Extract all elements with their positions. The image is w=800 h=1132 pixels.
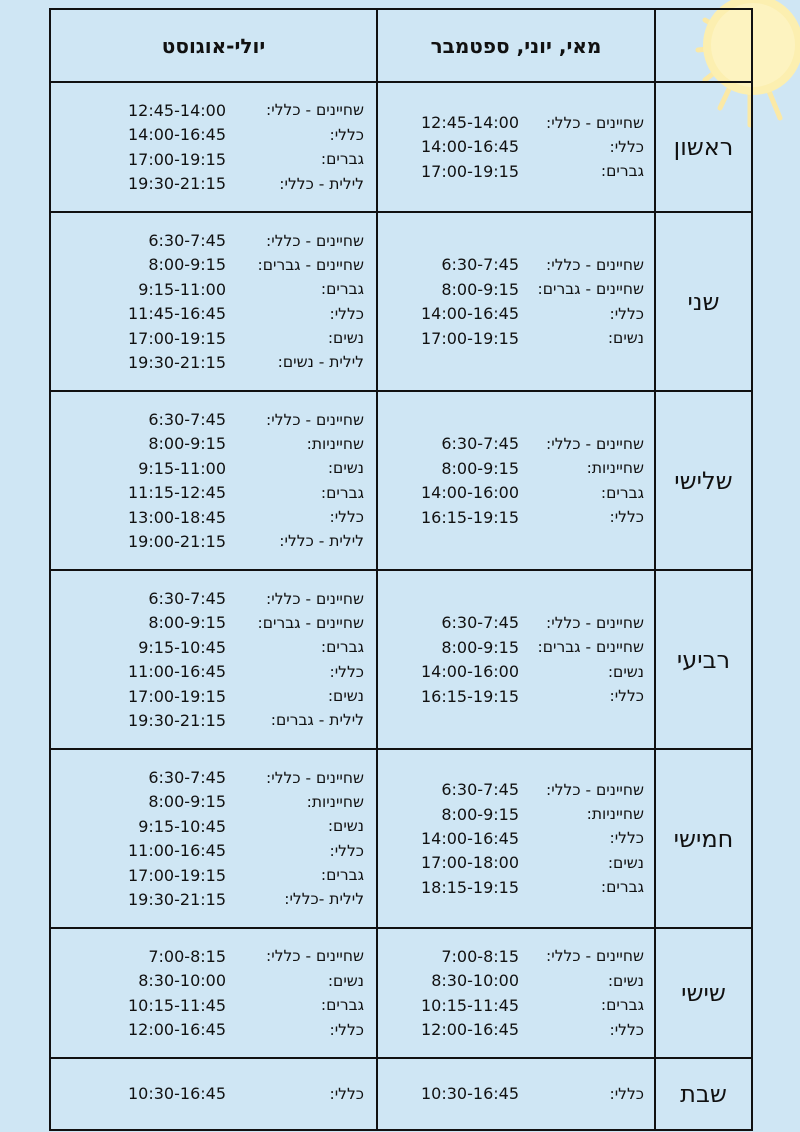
slot-time: 11:00-16:45	[128, 841, 226, 861]
time-slot	[51, 171, 376, 195]
slot-time: 9:15-10:45	[138, 816, 226, 836]
time-slot	[51, 326, 376, 350]
time-slot	[51, 228, 376, 252]
slot-time: 11:15-12:45	[128, 483, 226, 503]
slot-label: נשים:	[607, 853, 644, 872]
slot-label: נשים:	[607, 662, 644, 681]
slot-time: 17:00-19:15	[128, 865, 226, 885]
pool-schedule-table	[49, 8, 753, 1131]
time-slot	[51, 765, 376, 789]
may-jun-sep-slots-cell	[377, 570, 655, 749]
time-slot	[378, 432, 654, 456]
slot-label: כללי:	[609, 304, 644, 323]
slot-time: 6:30-7:45	[148, 589, 226, 609]
time-slot	[378, 505, 654, 529]
day-name: רביעי	[655, 570, 752, 749]
slot-time: 6:30-7:45	[148, 231, 226, 251]
time-slot	[51, 684, 376, 708]
slot-time: 8:30-10:00	[138, 971, 226, 991]
time-slot	[378, 944, 654, 968]
time-slot	[51, 456, 376, 480]
slot-label: גברים:	[320, 866, 364, 885]
period-jul-aug-header: יולי-אוגוסט	[50, 9, 377, 82]
slot-label: שחיינים - כללי:	[546, 255, 644, 274]
slot-label: כללי:	[329, 1084, 364, 1103]
slot-label: שחייניות:	[306, 792, 364, 811]
slot-label: גברים:	[600, 162, 644, 181]
slot-label: גברים:	[320, 996, 364, 1015]
slot-list	[51, 1082, 376, 1106]
time-slot	[51, 277, 376, 301]
time-slot	[378, 993, 654, 1017]
slot-label: שחיינים - כללי:	[266, 231, 364, 250]
slot-time: 19:00-21:15	[128, 531, 226, 551]
slot-label: נשים:	[607, 329, 644, 348]
slot-time: 6:30-7:45	[441, 434, 519, 454]
slot-label: כללי:	[609, 508, 644, 527]
slot-time: 12:00-16:45	[421, 1020, 519, 1040]
slot-list	[378, 253, 654, 351]
slot-time: 7:00-8:15	[441, 946, 519, 966]
slot-label: לילית - נשים:	[277, 353, 364, 372]
slot-list	[51, 407, 376, 553]
slot-label: שחיינים - גברים:	[257, 613, 364, 632]
jul-aug-slots-cell	[50, 82, 377, 212]
may-jun-sep-slots-cell	[377, 212, 655, 391]
slot-time: 8:00-9:15	[441, 458, 519, 478]
time-slot	[51, 611, 376, 635]
slot-time: 10:30-16:45	[128, 1084, 226, 1104]
time-slot	[378, 1017, 654, 1041]
slot-label: גברים:	[600, 996, 644, 1015]
day-row	[50, 82, 752, 212]
slot-label: שחיינים - כללי:	[266, 101, 364, 120]
slot-time: 9:15-11:00	[138, 279, 226, 299]
time-slot	[378, 135, 654, 159]
time-slot	[378, 481, 654, 505]
slot-list	[51, 944, 376, 1042]
time-slot	[51, 505, 376, 529]
time-slot	[378, 1082, 654, 1106]
slot-time: 14:00-16:00	[421, 662, 519, 682]
header-row	[50, 9, 752, 82]
day-name: ראשון	[655, 82, 752, 212]
slot-time: 8:00-9:15	[148, 434, 226, 454]
slot-label: נשים:	[327, 459, 364, 478]
time-slot	[51, 708, 376, 732]
slot-time: 12:45-14:00	[421, 113, 519, 133]
day-name: שני	[655, 212, 752, 391]
time-slot	[51, 944, 376, 968]
time-slot	[378, 456, 654, 480]
day-row	[50, 928, 752, 1058]
day-row	[50, 391, 752, 570]
slot-label: כללי:	[329, 662, 364, 681]
time-slot	[378, 802, 654, 826]
slot-time: 16:15-19:15	[421, 686, 519, 706]
time-slot	[378, 302, 654, 326]
slot-time: 8:00-9:15	[441, 804, 519, 824]
slot-label: שחיינים - כללי:	[546, 434, 644, 453]
slot-time: 16:15-19:15	[421, 507, 519, 527]
slot-label: שחיינים - כללי:	[546, 613, 644, 632]
slot-list	[378, 432, 654, 530]
jul-aug-slots-cell	[50, 928, 377, 1058]
slot-time: 19:30-21:15	[128, 174, 226, 194]
slot-label: גברים:	[600, 878, 644, 897]
slot-time: 6:30-7:45	[148, 768, 226, 788]
slot-label: שחיינים - גברים:	[257, 255, 364, 274]
slot-time: 17:00-19:15	[128, 149, 226, 169]
time-slot	[51, 147, 376, 171]
time-slot	[51, 1017, 376, 1041]
slot-list	[51, 98, 376, 196]
slot-list	[378, 611, 654, 709]
time-slot	[378, 159, 654, 183]
slot-time: 6:30-7:45	[441, 613, 519, 633]
slot-label: כללי:	[329, 841, 364, 860]
time-slot	[378, 660, 654, 684]
time-slot	[378, 635, 654, 659]
jul-aug-slots-cell	[50, 749, 377, 928]
time-slot	[378, 684, 654, 708]
slot-label: לילית -כללי:	[284, 890, 364, 909]
slot-time: 18:15-19:15	[421, 877, 519, 897]
time-slot	[51, 635, 376, 659]
time-slot	[51, 407, 376, 431]
slot-time: 10:15-11:45	[128, 995, 226, 1015]
time-slot	[378, 277, 654, 301]
slot-label: שחיינים - כללי:	[266, 768, 364, 787]
time-slot	[378, 851, 654, 875]
time-slot	[51, 98, 376, 122]
time-slot	[51, 586, 376, 610]
may-jun-sep-slots-cell	[377, 928, 655, 1058]
time-slot	[51, 123, 376, 147]
slot-label: כללי:	[329, 125, 364, 144]
slot-time: 17:00-19:15	[128, 328, 226, 348]
time-slot	[51, 887, 376, 911]
time-slot	[378, 326, 654, 350]
slot-time: 9:15-10:45	[138, 637, 226, 657]
may-jun-sep-slots-cell	[377, 82, 655, 212]
slot-label: שחיינים - גברים:	[537, 638, 644, 657]
slot-label: נשים:	[327, 687, 364, 706]
day-row	[50, 749, 752, 928]
day-name: שלישי	[655, 391, 752, 570]
slot-label: שחיינים - כללי:	[266, 947, 364, 966]
slot-label: לילית - כללי:	[279, 532, 364, 551]
slot-label: גברים:	[320, 638, 364, 657]
slot-time: 8:00-9:15	[441, 637, 519, 657]
slot-time: 17:00-19:15	[128, 686, 226, 706]
slot-time: 7:00-8:15	[148, 946, 226, 966]
slot-time: 8:00-9:15	[441, 279, 519, 299]
may-jun-sep-slots-cell	[377, 749, 655, 928]
slot-time: 8:00-9:15	[148, 255, 226, 275]
slot-list	[378, 110, 654, 183]
slot-time: 9:15-11:00	[138, 458, 226, 478]
slot-time: 19:30-21:15	[128, 889, 226, 909]
time-slot	[51, 660, 376, 684]
slot-time: 6:30-7:45	[441, 780, 519, 800]
jul-aug-slots-cell	[50, 570, 377, 749]
time-slot	[51, 993, 376, 1017]
slot-label: כללי:	[329, 508, 364, 527]
slot-list	[51, 765, 376, 911]
slot-time: 6:30-7:45	[148, 410, 226, 430]
time-slot	[51, 814, 376, 838]
jul-aug-slots-cell	[50, 1058, 377, 1130]
slot-time: 14:00-16:45	[128, 125, 226, 145]
time-slot	[378, 253, 654, 277]
slot-time: 8:30-10:00	[431, 971, 519, 991]
time-slot	[51, 529, 376, 553]
period-may-jun-sep-header: מאי, יוני, ספטמבר	[377, 9, 655, 82]
slot-list	[378, 1082, 654, 1106]
day-row	[50, 1058, 752, 1130]
day-header-cell	[655, 9, 752, 82]
slot-label: נשים:	[327, 817, 364, 836]
slot-label: כללי:	[609, 687, 644, 706]
slot-time: 17:00-18:00	[421, 853, 519, 873]
slot-time: 8:00-9:15	[148, 792, 226, 812]
slot-label: כללי:	[609, 1084, 644, 1103]
slot-label: נשים:	[327, 329, 364, 348]
day-row	[50, 212, 752, 391]
slot-label: שחייניות:	[306, 434, 364, 453]
slot-label: שחיינים - כללי:	[266, 589, 364, 608]
slot-time: 17:00-19:15	[421, 161, 519, 181]
time-slot	[51, 790, 376, 814]
time-slot	[378, 611, 654, 635]
slot-label: גברים:	[320, 280, 364, 299]
jul-aug-slots-cell	[50, 391, 377, 570]
slot-list	[378, 944, 654, 1042]
slot-time: 13:00-18:45	[128, 507, 226, 527]
slot-label: כללי:	[329, 1020, 364, 1039]
slot-label: כללי:	[609, 829, 644, 848]
time-slot	[378, 778, 654, 802]
slot-time: 17:00-19:15	[421, 328, 519, 348]
slot-label: לילית - כללי:	[279, 174, 364, 193]
slot-label: שחיינים - כללי:	[546, 780, 644, 799]
slot-time: 14:00-16:45	[421, 304, 519, 324]
slot-label: גברים:	[600, 483, 644, 502]
slot-time: 14:00-16:45	[421, 137, 519, 157]
slot-time: 14:00-16:45	[421, 828, 519, 848]
time-slot	[378, 110, 654, 134]
slot-label: שחיינים - כללי:	[266, 410, 364, 429]
slot-list	[378, 778, 654, 900]
slot-time: 6:30-7:45	[441, 255, 519, 275]
slot-label: שחיינים - גברים:	[537, 280, 644, 299]
slot-label: כללי:	[609, 137, 644, 156]
slot-label: שחייניות:	[586, 459, 644, 478]
time-slot	[51, 350, 376, 374]
time-slot	[51, 863, 376, 887]
day-row	[50, 570, 752, 749]
time-slot	[51, 253, 376, 277]
time-slot	[51, 481, 376, 505]
day-name: חמישי	[655, 749, 752, 928]
time-slot	[378, 826, 654, 850]
time-slot	[378, 875, 654, 899]
slot-label: שחיינים - כללי:	[546, 947, 644, 966]
time-slot	[51, 1082, 376, 1106]
slot-time: 14:00-16:00	[421, 483, 519, 503]
slot-time: 19:30-21:15	[128, 352, 226, 372]
slot-label: שחייניות:	[586, 805, 644, 824]
slot-label: גברים:	[320, 483, 364, 502]
slot-label: נשים:	[327, 971, 364, 990]
slot-label: שחיינים - כללי:	[546, 113, 644, 132]
slot-time: 19:30-21:15	[128, 710, 226, 730]
slot-label: כללי:	[609, 1020, 644, 1039]
may-jun-sep-slots-cell	[377, 391, 655, 570]
slot-list	[51, 586, 376, 732]
time-slot	[51, 969, 376, 993]
slot-time: 11:45-16:45	[128, 304, 226, 324]
time-slot	[51, 302, 376, 326]
slot-time: 11:00-16:45	[128, 662, 226, 682]
slot-time: 12:45-14:00	[128, 100, 226, 120]
may-jun-sep-slots-cell	[377, 1058, 655, 1130]
slot-label: גברים:	[320, 150, 364, 169]
slot-time: 12:00-16:45	[128, 1020, 226, 1040]
time-slot	[51, 432, 376, 456]
slot-label: נשים:	[607, 971, 644, 990]
slot-time: 10:30-16:45	[421, 1084, 519, 1104]
slot-list	[51, 228, 376, 374]
time-slot	[378, 969, 654, 993]
day-name: שבת	[655, 1058, 752, 1130]
slot-label: לילית - גברים:	[270, 711, 364, 730]
slot-time: 8:00-9:15	[148, 613, 226, 633]
time-slot	[51, 839, 376, 863]
jul-aug-slots-cell	[50, 212, 377, 391]
slot-label: כללי:	[329, 304, 364, 323]
day-name: שישי	[655, 928, 752, 1058]
slot-time: 10:15-11:45	[421, 995, 519, 1015]
